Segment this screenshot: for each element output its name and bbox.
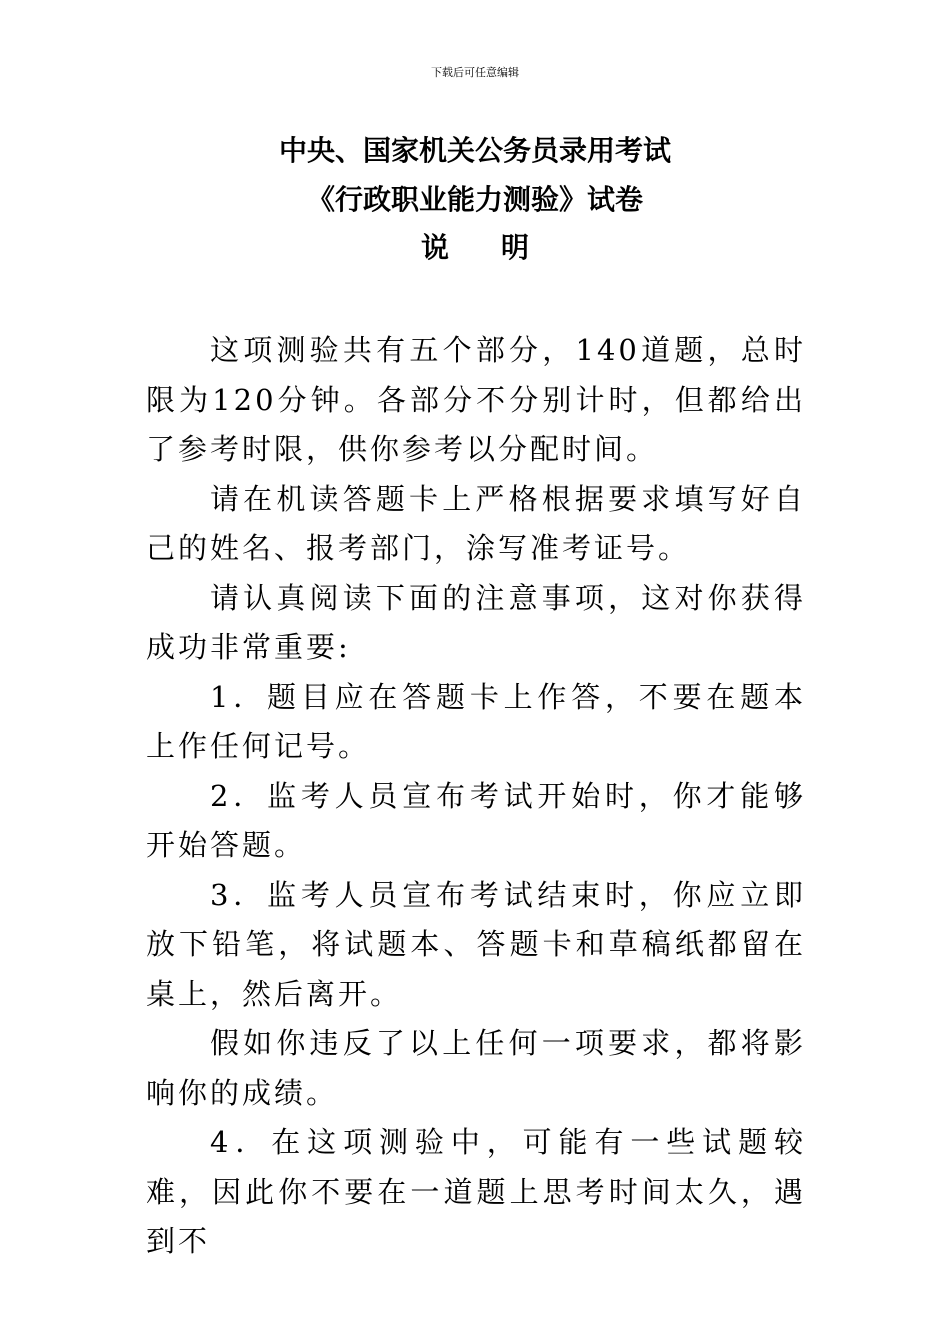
paragraph-rule-1: 1．题目应在答题卡上作答，不要在题本上作任何记号。 [146,679,806,763]
exam-subtitle: 《行政职业能力测验》试卷 [306,183,643,216]
paragraph-rule-3: 3．监考人员宣布考试结束时，你应立即放下铅笔，将试题本、答题卡和草稿纸都留在桌上，然后离开。 [146,877,806,1011]
paragraph-rule-4: 4．在这项测验中，可能有一些试题较难，因此你不要在一道题上思考时间太久，遇到不 [146,1125,806,1258]
exam-title: 中央、国家机关公务员录用考试 [278,134,671,167]
paragraph-overview: 这项测验共有五个部分，140道题，总时限为120分钟。各部分不分别计时，但都给出了参考时限，供你参考以分配时间。 [146,333,806,466]
header-note: 下载后可任意编辑 [431,66,519,79]
paragraph-answer-card: 请在机读答题卡上严格根据要求填写好自己的姓名、报考部门，涂写准考证号。 [146,481,806,565]
paragraph-violation: 假如你违反了以上任何一项要求，都将影响你的成绩。 [146,1026,806,1110]
paragraph-rule-2: 2．监考人员宣布考试开始时，你才能够开始答题。 [146,778,806,862]
instructions-body [146,326,806,1267]
paragraph-notice-intro: 请认真阅读下面的注意事项，这对你获得成功非常重要: [146,580,806,664]
section-heading: 说明 [420,231,581,264]
